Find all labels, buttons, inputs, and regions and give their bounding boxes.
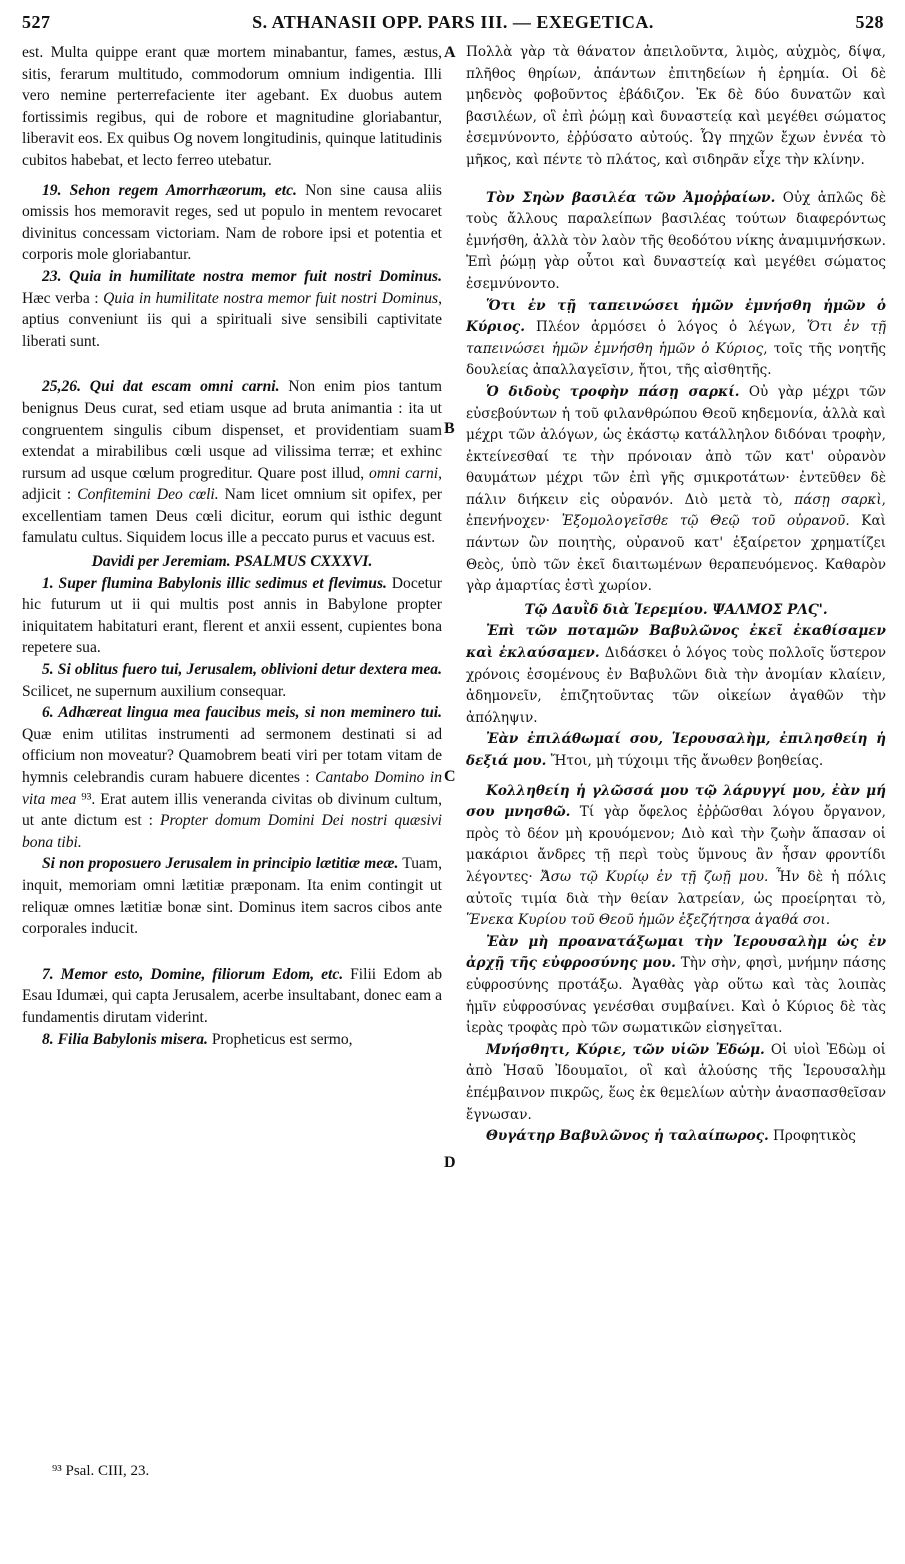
footnote-ref: ⁹³ — [76, 790, 92, 808]
greek-text: Διδάσκει ὁ λόγος τοὺς πολλοῖς ὕστερον χρόνοις ἐσομένους ἐν Βαβυλῶνι διὰ τὴν ἀνομίαν κλαίειν, ἀδημονεῖν, ἐπιζητοῦντας τῶν οἰκείων ἀγαθῶν τὴν ἀπόληψιν. — [466, 645, 886, 726]
latin-psalm-title: Davidi per Jeremiam. PSALMUS CXXXVI. — [91, 553, 373, 571]
page-number-right: 528 — [855, 12, 884, 32]
greek-text: Οὐχ ἁπλῶς δὲ τοὺς ἄλλους παραλείπων βασιλέας τούτων διαφερόντως ἐμνήσθη, ἀλλὰ τὸν λαὸν τῆς θεοδότου νίκης ἀναμιμνήσκων. Ἐπὶ ῥώμῃ γὰρ οὗτοι καὶ δυναστείᾳ καὶ μεγέθει σώματος ἐσεμνύνοντο. — [466, 189, 887, 292]
greek-quote: πάσῃ σαρκὶ — [794, 491, 882, 508]
latin-text: . Erat autem illis veneranda civitas ob divinum cultum, ut ante dictum est : — [22, 790, 442, 830]
greek-paragraph — [466, 781, 886, 932]
greek-text: Οἱ υἱοὶ Ἐδὼμ οἱ ἀπὸ Ἡσαῦ Ἰδουμαῖοι, οἳ καὶ ἁλούσης τῆς Ἱερουσαλὴμ ἐπέμβαινον πικρῶς, ἕως ἐκ θεμελίων αὐτὴν ἀνασπασθεῖσαν ἔγνωσαν. — [466, 1041, 886, 1123]
page-number-left: 527 — [22, 12, 51, 32]
latin-quote: Propter domum Domini Dei nostri quæsivi bona tibi. — [22, 812, 442, 851]
latin-lemma: 1. Super flumina Babylonis illic sedimus et flevimus. — [42, 574, 387, 592]
latin-text: Tuam, inquit, memoriam omni lætitiæ præponam. Ita enim contingit ut reliquæ omnes lætitiæ bonæ sint. Dominus item sacros cibos ante corporales inducit. — [22, 855, 442, 938]
margin-marker-c: C — [444, 768, 456, 785]
greek-paragraph — [466, 382, 886, 598]
latin-text: Propheticus est sermo, — [207, 1030, 353, 1048]
greek-lemma: Ὅτι ἐν τῇ ταπεινώσει ἡμῶν ἐμνήσθη ἡμῶν ὁ Κύριος. — [466, 297, 886, 336]
latin-paragraph — [22, 180, 442, 266]
greek-text: Καὶ πάντων ὢν ποιητὴς, οὐρανοῦ κατ' ἐξαίρετον χρηματίζει Θεὸς, ὑπὸ τῶν ἐκεῖ διαιτωμένων θεραπευόμενος. Καθαρὸν γὰρ ἁμαρτίας ἐστὶ χωρίον. — [466, 513, 886, 595]
greek-quote: Ἄσω τῷ Κυρίῳ ἐν τῇ ζωῇ μου. — [540, 868, 769, 885]
page-header — [22, 12, 884, 38]
latin-text: Non sine causa aliis omissis hos memoravit reges, sed ut populo in mentem revocaret divinitus concessam victoriam. Nam de robore ipsi et potentia et corporis mole gloriabantur. — [22, 181, 442, 264]
greek-lemma: Μνήσθητι, Κύριε, τῶν υἱῶν Ἐδώμ. — [486, 1041, 765, 1058]
latin-text: Hæc verba : — [22, 289, 104, 307]
latin-lemma: 23. Quia in humilitate nostra memor fuit nostri Dominus. — [42, 267, 442, 285]
greek-lemma: Θυγάτηρ Βαβυλῶνος ἡ ταλαίπωρος. — [486, 1128, 769, 1145]
latin-lemma: 6. Adhæreat lingua mea faucibus meis, si non meminero tui. — [42, 704, 442, 722]
latin-paragraph — [22, 573, 442, 659]
footnote-mark: ⁹³ — [52, 1463, 62, 1479]
latin-lemma: 8. Filia Babylonis misera. — [42, 1030, 208, 1048]
latin-lemma: 19. Sehon regem Amorrhæorum, etc. — [42, 181, 297, 199]
margin-marker-d: D — [444, 1154, 456, 1171]
greek-text: , τοῖς τῆς νοητῆς δουλείας ἀπαλλαγεῖσιν, ἤτοι, τῆς αἰσθητῆς. — [466, 340, 886, 379]
latin-quote: omni carni — [369, 464, 439, 482]
greek-text: Τὴν σὴν, φησὶ, μνήμην πάσης εὐφροσύνης προτάξω. Ἀγαθὰς γὰρ οὕτω καὶ τὰς λοιπὰς ἡμῖν εὐφροσύνας γενέσθαι συμβαίνει. Καὶ ὁ Κύριος δὲ τὰς ἱερὰς τροφὰς πρὸ τῶν σωματικῶν εἰσηγεῖται. — [466, 955, 886, 1037]
greek-text: , ἐπενήνοχεν· — [466, 491, 886, 530]
greek-text: Τί γὰρ ὄφελος ἐῤῥῶσθαι λόγου ὄργανον, πρὸς τὸ δέον μὴ κρουόμενον; Διὸ καὶ τὴν ζωὴν ἅπασαν οἱ μακάριοι ἄνδρες τῇ περὶ τοὺς ὕμνους ἂν ἦσαν φροντίδι λέγοντες· — [466, 804, 886, 885]
latin-text: Nam licet omnium sit opifex, per excellentiam tamen Deus cœli dicitur, eorum qui isthic degunt famulatu cultus. Siquidem locus ille a peccato purus et vacuus est. — [22, 486, 442, 547]
latin-text: Non enim pios tantum benignus Deus curat, sed etiam usque ad bruta animantia : ita ut congruentem singulis cibum dispenset, et providentiam suam extendat a mirabilibus cœli usque ad vilissima terræ; et exhinc rursum ad usque cœlum progreditur. Quare post illud, — [22, 378, 442, 482]
greek-quote: Ὅτι ἐν τῇ ταπεινώσει ἡμῶν ἐμνήσθη ἡμῶν ὁ Κύριος — [466, 319, 886, 357]
greek-psalm-title: Τῷ Δαυῒδ διὰ Ἱερεμίου. ΨΑΛΜΟΣ ΡΛϚ'. — [524, 601, 828, 618]
latin-quote: Confitemini Deo cœli. — [77, 486, 219, 504]
greek-text: Ἤτοι, μὴ τύχοιμι τῆς ἄνωθεν βοηθείας. — [546, 753, 824, 769]
latin-lemma: 5. Si oblitus fuero tui, Jerusalem, oblivioni detur dextera mea. — [42, 661, 442, 679]
greek-quote: Ἐξομολογεῖσθε τῷ Θεῷ τοῦ οὐρανοῦ. — [561, 513, 850, 530]
greek-paragraph — [466, 296, 886, 382]
greek-lemma: Ὁ διδοὺς τροφὴν πάσῃ σαρκί. — [486, 383, 740, 400]
greek-lemma: Ἐπὶ τῶν ποταμῶν Βαβυλῶνος ἐκεῖ ἐκαθίσαμεν καὶ ἐκλαύσαμεν. — [466, 623, 886, 662]
latin-paragraph — [22, 42, 442, 172]
greek-text: Πολλὰ γὰρ τὰ θάνατον ἀπειλοῦντα, λιμὸς, αὐχμὸς, δίψα, πλῆθος θηρίων, ἀπάντων ἐπιτηδείων ἡ ἐρημία. Οἱ δὲ μηδενὸς φοβοῦντος ἐβάδιζον. Ἐκ δὲ δύο δυνατῶν καὶ βασιλέων, οἳ ἐπὶ ῥώμῃ καὶ δυναστείᾳ καὶ μεγέθει σώματος ἐσεμνύνοντο, ἐῤῥύσατο αὐτούς. Ὧγ πηχῶν ἔχων ἐννέα τὸ μῆκος, καὶ πέντε τὸ πλάτος, καὶ σιδηρᾶν εἶχε τὴν κλίνην. — [466, 44, 886, 168]
greek-paragraph — [466, 1126, 886, 1148]
greek-lemma: Ἐὰν μὴ προανατάξωμαι τὴν Ἱερουσαλὴμ ὡς ἐν ἀρχῇ τῆς εὐφροσύνης μου. — [466, 933, 886, 972]
greek-lemma: Ἐὰν ἐπιλάθωμαί σου, Ἱερουσαλὴμ, ἐπιλησθείη ἡ δεξιά μου. — [466, 731, 886, 769]
latin-text: Quæ enim utilitas instrumenti ad sermonem destinati si ad officium non moveatur? Quamobrem beati viri per totam vitam de hymnis celebrandis curam habuere dicentes : — [22, 725, 442, 786]
greek-lemma: Τὸν Σηὼν βασιλέα τῶν Ἀμοῤῥαίων. — [486, 189, 776, 206]
greek-lemma: Κολληθείη ἡ γλῶσσά μου τῷ λάρυγγί μου, ἐὰν μή σου μνησθῶ. — [466, 782, 886, 821]
greek-paragraph — [466, 42, 886, 172]
footnote — [52, 1463, 149, 1480]
latin-quote: Cantabo Domino in vita mea — [22, 769, 442, 808]
greek-text: Οὐ γὰρ μέχρι τῶν εὐσεβούντων ἡ τοῦ φιλανθρώπου Θεοῦ κηδεμονία, ἀλλὰ καὶ μέχρι τῶν ἀλόγων, ὡς ἑκάστῳ κατάλληλον διδόναι τροφὴν, ἐκτείνεσθαί τε τὴν πρόνοιαν ἀπὸ τῶν κατ' οὐρανὸν θαυμάτων μέχρι τῶν ἐπὶ γῆς σμικροτάτων· ἐντεῦθεν δὲ πάλιν διήκειν εἰς οὐρανόν. Διὸ μετὰ τὸ, — [466, 383, 886, 508]
greek-paragraph — [466, 729, 886, 772]
latin-column — [22, 42, 442, 1050]
greek-paragraph — [466, 932, 886, 1040]
margin-marker-b: B — [444, 420, 455, 437]
greek-paragraph — [466, 1040, 886, 1126]
latin-paragraph — [22, 659, 442, 702]
latin-paragraph — [22, 1029, 442, 1051]
latin-paragraph — [22, 376, 442, 549]
footnote-text: Psal. CIII, 23. — [61, 1463, 150, 1479]
latin-quote: Quia in humilitate nostra memor fuit nostri Dominus — [103, 289, 439, 307]
greek-column — [466, 42, 886, 1148]
greek-paragraph — [466, 188, 886, 296]
latin-paragraph — [22, 964, 442, 1029]
running-title: S. ATHANASII OPP. PARS III. — EXEGETICA. — [252, 12, 654, 32]
greek-text: Προφητικὸς — [768, 1128, 856, 1145]
latin-text: Scilicet, ne supernum auxilium consequar. — [22, 682, 287, 700]
latin-paragraph — [22, 853, 442, 939]
greek-paragraph — [466, 621, 886, 729]
greek-quote: Ἕνεκα Κυρίου τοῦ Θεοῦ ἡμῶν ἐξεζήτησα ἀγαθά σοι. — [466, 912, 831, 929]
latin-text: Docetur hic futurum ut ii qui multis post annis in Babylone propter iniquitatem habitaturi erant, flerent et anxii essent, cupientes bona repetere sua. — [22, 574, 443, 657]
latin-paragraph — [22, 266, 442, 352]
margin-marker-a: A — [444, 44, 456, 61]
latin-lemma: 7. Memor esto, Domine, filiorum Edom, etc. — [42, 965, 344, 983]
latin-text: , adjicit : — [22, 464, 442, 504]
greek-text: Ἦν δὲ ἡ πόλις αὐτοῖς τιμία διὰ τὴν θείαν λατρείαν, ὡς προείρηται τὸ, — [466, 868, 886, 907]
latin-lemma: Si non proposuero Jerusalem in principio lætitiæ meæ. — [42, 855, 399, 873]
latin-text: est. Multa quippe erant quæ mortem minabantur, fames, æstus, sitis, ferarum multitudo, commodorum omnium indigentia. Illi vero nemine perterrefaciente iter agebant. Ex duobus autem fortissimis regibus, qui de robore et magnitudine gloriabantur, liberavit eos. Ex quibus Og novem longitudinis, quinque latitudinis cubitos habebat, et lecto ferreo utebatur. — [22, 44, 442, 169]
latin-lemma: 25,26. Qui dat escam omni carni. — [42, 378, 280, 396]
latin-text: , aptius conveniunt iis qui a spirituali sive sensibili captivitate liberati sunt. — [22, 289, 442, 350]
latin-text: Filii Edom ab Esau Idumæi, qui capta Jerusalem, acerbe insultabant, donec eam a fundamentis dirutam viderint. — [22, 965, 442, 1026]
latin-paragraph — [22, 702, 442, 853]
greek-text: Πλέον ἁρμόσει ὁ λόγος ὁ λέγων, — [524, 319, 807, 336]
